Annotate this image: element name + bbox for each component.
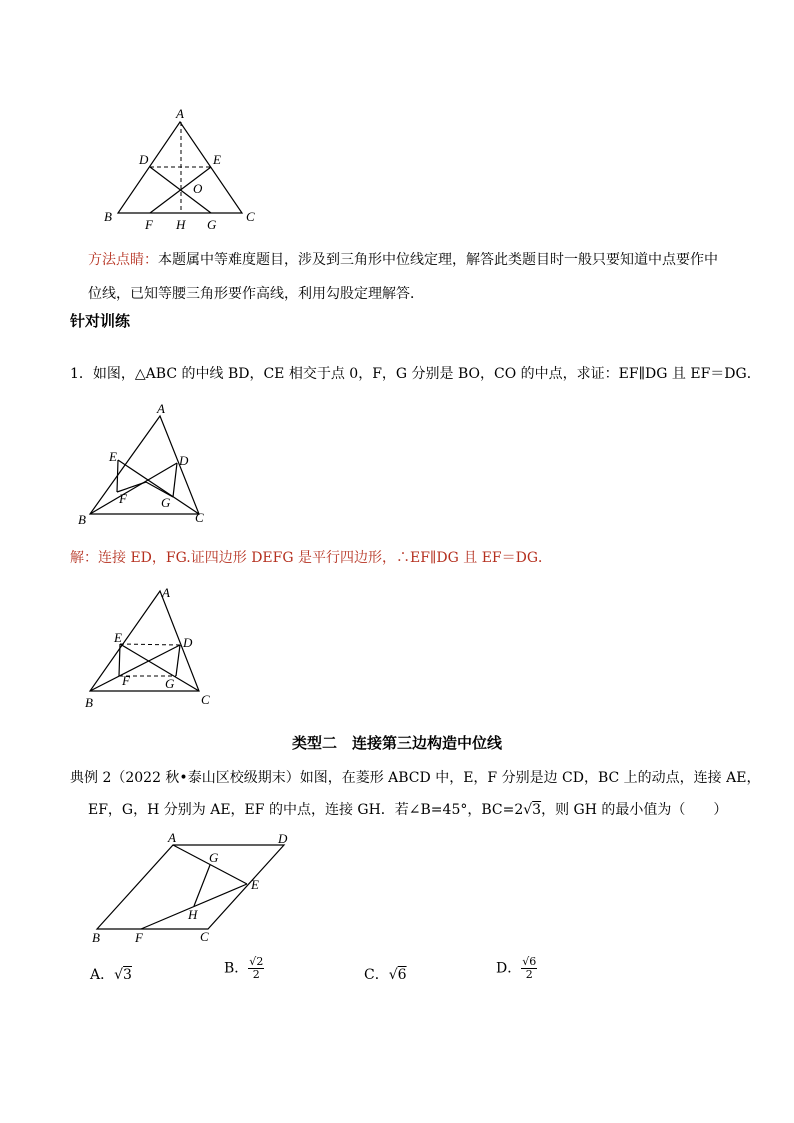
section-training-title: 针对训练 [70, 312, 131, 330]
label-D: D [139, 152, 149, 167]
solution1-text: 解：连接 ED，FG.证四边形 DEFG 是平行四边形，∴EF∥DG 且 EF＝DG． [70, 550, 553, 566]
label-E: E [114, 630, 122, 645]
example2-line2-part-a: EF，G，H 分别为 AE，EF 的中点，连接 GH．若∠B=45°，BC=2 [88, 802, 524, 818]
label-E: E [109, 449, 117, 464]
label-B: B [85, 695, 93, 710]
option-d-label: D． [496, 960, 522, 977]
option-a[interactable] [90, 964, 132, 984]
option-d-radicand: 6 [529, 955, 537, 968]
option-b-radicand: 2 [256, 955, 264, 968]
option-b[interactable] [224, 956, 264, 981]
label-E: E [251, 877, 259, 892]
option-b-denominator: 2 [252, 968, 260, 981]
label-C: C [200, 929, 209, 944]
label-F: F [119, 491, 127, 506]
method-note-line2: 位线，已知等腰三角形要作高线，利用勾股定理解答． [88, 286, 424, 302]
label-G: G [165, 676, 175, 691]
option-b-fraction [248, 956, 264, 981]
option-d-numerator: √6 [522, 955, 537, 968]
label-H: H [188, 907, 198, 922]
method-note-text1: 本题属中等难度题目，涉及到三角形中位线定理，解答此类题目时一般只要知道中点要作中 [158, 252, 718, 268]
label-O: O [193, 181, 203, 196]
method-note-label: 方法点睛： [88, 252, 158, 268]
option-a-radicand: 3 [123, 967, 132, 983]
label-G: G [161, 495, 171, 510]
label-C: C [201, 692, 210, 707]
label-F: F [135, 930, 143, 945]
sqrt-symbol: √6 [388, 967, 407, 983]
type2-heading: 类型二 连接第三边构造中位线 [291, 734, 502, 752]
label-A: A [162, 585, 170, 600]
label-D: D [179, 453, 189, 468]
sqrt-symbol: √3 [114, 967, 132, 983]
label-G: G [209, 850, 219, 865]
label-A: A [168, 830, 176, 845]
option-b-label: B． [224, 960, 249, 977]
sqrt-radicand: 3 [532, 802, 542, 818]
label-C: C [195, 510, 204, 525]
label-C: C [246, 209, 255, 224]
label-F: F [122, 673, 130, 688]
option-d-denominator: 2 [525, 968, 533, 981]
label-D: D [183, 635, 193, 650]
label-B: B [92, 930, 100, 945]
problem1-text: 1．如图，△ABC 的中线 BD，CE 相交于点 0，F，G 分别是 BO，CO 的中点，求证：EF∥DG 且 EF＝DG． [70, 366, 761, 382]
label-H: H [176, 217, 186, 232]
option-a-label: A． [90, 967, 115, 983]
label-F: F [145, 217, 153, 232]
label-B: B [78, 512, 86, 527]
option-d-fraction [521, 956, 537, 981]
label-D: D [278, 831, 288, 846]
example2-line1: 典例 2（2022 秋•泰山区校级期末）如图，在菱形 ABCD 中，E，F 分别是边 CD，BC 上的动点，连接 AE， [70, 770, 761, 786]
option-b-numerator: √2 [249, 955, 264, 968]
option-c-label: C． [364, 967, 389, 983]
label-A: A [176, 106, 184, 121]
label-E: E [213, 152, 221, 167]
label-G: G [207, 217, 217, 232]
option-c-radicand: 6 [397, 967, 407, 983]
example2-line2-part-b: ，则 GH 的最小值为（ ） [541, 802, 728, 818]
option-c[interactable] [364, 964, 407, 984]
label-A: A [157, 401, 165, 416]
label-B: B [104, 209, 112, 224]
option-d[interactable] [496, 956, 537, 981]
sqrt-symbol: √3 [523, 802, 542, 818]
